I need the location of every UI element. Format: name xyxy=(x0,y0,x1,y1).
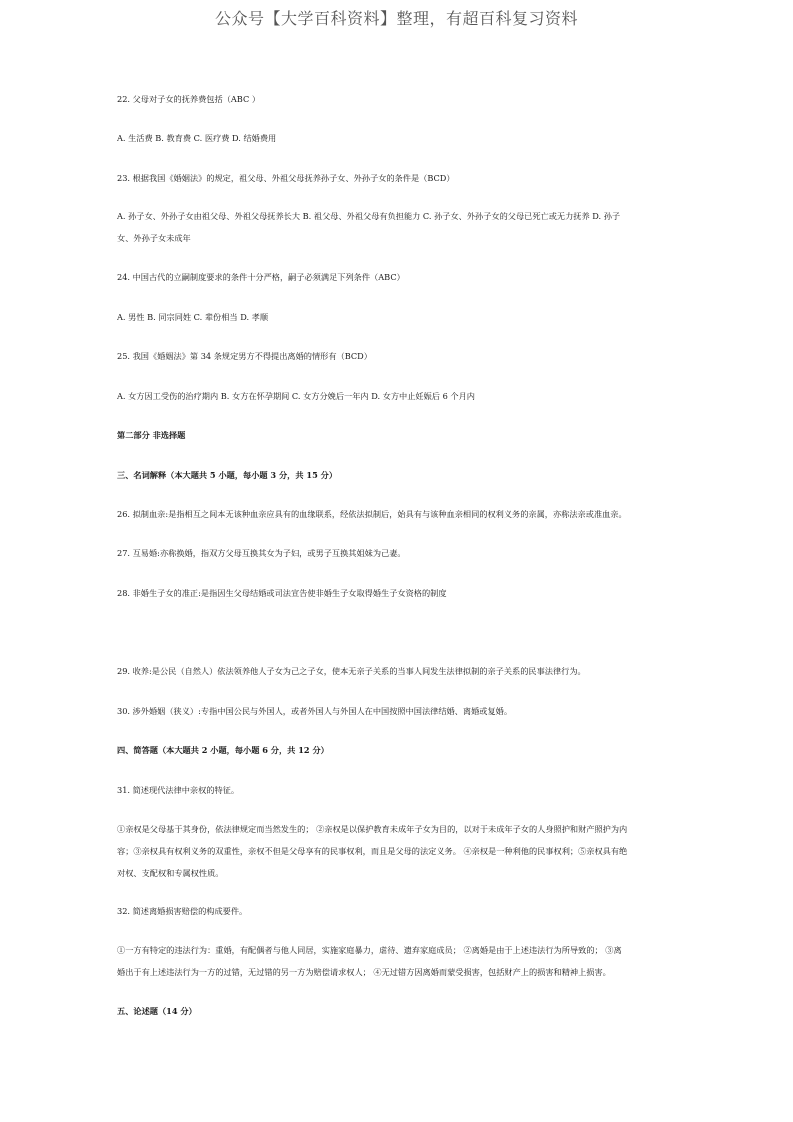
question-23: 23. 根据我国《婚姻法》的规定，祖父母、外祖父母抚养孙子女、外孙子女的条件是（BCD） xyxy=(117,173,455,183)
question-24: 24. 中国古代的立嗣制度要求的条件十分严格，嗣子必须满足下列条件（ABC） xyxy=(117,272,405,282)
section-three-heading: 三、名词解释（本大题共 5 小题，每小题 3 分，共 15 分） xyxy=(117,470,338,480)
page-header: 公众号【大学百科资料】整理，有超百科复习资料 xyxy=(214,9,578,28)
question-24-options: A. 男性 B. 同宗同姓 C. 辈份相当 D. 孝顺 xyxy=(117,312,269,322)
question-31-answer-line-1: ①亲权是父母基于其身份，依法律规定而当然发生的； ②亲权是以保护教育未成年子女为目的，以对于未成年子女的人身照护和财产照护为内 xyxy=(117,824,628,834)
question-30: 30. 涉外婚姻（狭义）:专指中国公民与外国人，或者外国人与外国人在中国按照中国法律结婚、离婚或复婚。 xyxy=(117,706,513,716)
question-25-options: A. 女方因工受伤的治疗期内 B. 女方在怀孕期间 C. 女方分娩后一年内 D. 女方中止妊娠后 6 个月内 xyxy=(117,391,475,401)
question-32: 32. 简述离婚损害赔偿的构成要件。 xyxy=(117,906,248,916)
question-32-answer-line-2: 婚出于有上述违法行为一方的过错，无过错的另一方为赔偿请求权人； ④无过错方因离婚而蒙受损害，包括财产上的损害和精神上损害。 xyxy=(117,967,611,977)
question-25: 25. 我国《婚姻法》第 34 条规定男方不得提出离婚的情形有（BCD） xyxy=(117,351,372,361)
question-31: 31. 简述现代法律中亲权的特征。 xyxy=(117,785,240,795)
question-23-options-line-1: A. 孙子女、外孙子女由祖父母、外祖父母抚养长大 B. 祖父母、外祖父母有负担能力 C. 孙子女、外孙子女的父母已死亡或无力抚养 D. 孙子 xyxy=(117,211,621,221)
question-32-answer-line-1: ①一方有特定的违法行为：重婚，有配偶者与他人同居，实施家庭暴力，虐待、遗弃家庭成员； ②离婚是由于上述违法行为所导致的； ③离 xyxy=(117,945,622,955)
question-27: 27. 互易婚:亦称换婚，指双方父母互换其女为子妇，或男子互换其姐妹为己妻。 xyxy=(117,548,406,558)
section-four-heading: 四、简答题（本大题共 2 小题，每小题 6 分，共 12 分） xyxy=(117,745,329,755)
question-22-options: A. 生活费 B. 教育费 C. 医疗费 D. 结婚费用 xyxy=(117,133,277,143)
question-26: 26. 拟制血亲:是指相互之间本无该种血亲应具有的血缘联系，经依法拟制后，始具有与该种血亲相同的权利义务的亲属，亦称法亲或准血亲。 xyxy=(117,509,627,519)
question-22: 22. 父母对子女的抚养费包括（ABC ） xyxy=(117,94,261,104)
question-31-answer-line-2: 容；③亲权具有权利义务的双重性，亲权不但是父母享有的民事权利，而且是父母的法定义务。 ④亲权是一种利他的民事权利；⑤亲权具有绝 xyxy=(117,846,628,856)
section-five-heading: 五、论述题（14 分） xyxy=(117,1006,197,1016)
part-two-heading: 第二部分 非选择题 xyxy=(117,430,186,440)
question-28: 28. 非婚生子女的准正:是指因生父母结婚或司法宣告使非婚生子女取得婚生子女资格的制度 xyxy=(117,588,447,598)
question-29: 29. 收养:是公民（自然人）依法领养他人子女为己之子女，使本无亲子关系的当事人间发生法律拟制的亲子关系的民事法律行为。 xyxy=(117,666,586,676)
question-23-options-line-2: 女、外孙子女未成年 xyxy=(117,233,191,243)
question-31-answer-line-3: 对权、支配权和专属权性质。 xyxy=(117,868,224,878)
